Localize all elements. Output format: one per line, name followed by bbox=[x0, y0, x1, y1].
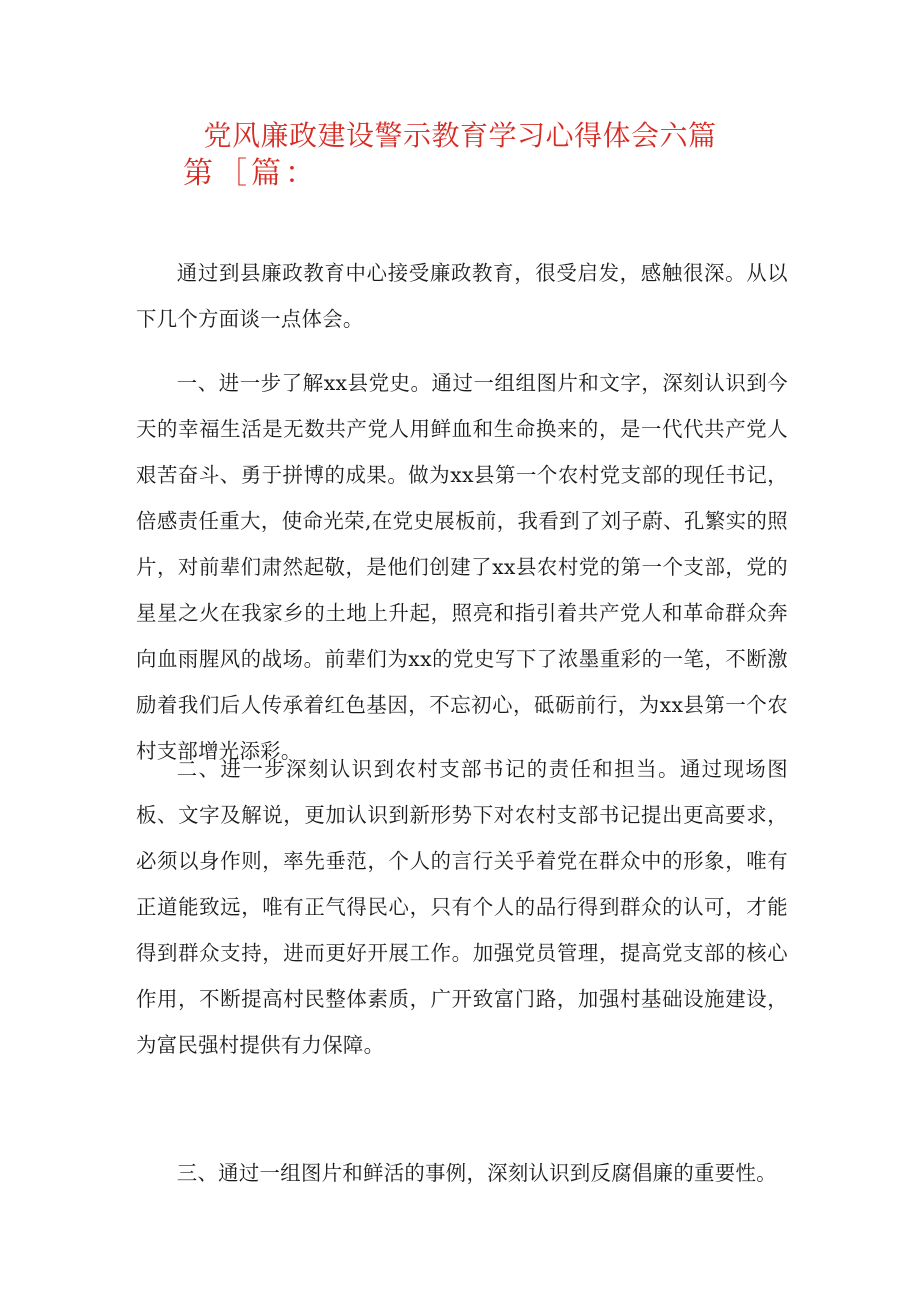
paragraph-intro: 通过到县廉政教育中心接受廉政教育，很受启发，感触很深。从以下几个方面谈一点体会。 bbox=[136, 261, 788, 331]
section-heading: 第［篇： bbox=[183, 156, 319, 191]
paragraph-point-one: 一、进一步了解xx县党史。通过一组组图片和文字，深刻认识到今天的幸福生活是无数共产党人用鲜血和生命换来的，是一代代共产党人艰苦奋斗、勇于拼博的成果。做为xx县第一个农村党支部的现任书记，倍感责任重大，使命光荣,在党史展板前，我看到了刘子蔚、孔繁实的照片，对前辈们肃然起敬，是他们创建了xx县农村党的第一个支部，党的星星之火在我家乡的土地上升起，照亮和指引着共产党人和革命群众奔向血雨腥风的战场。前辈们为xx的党史写下了浓墨重彩的一笔，不断激励着我们后人传承着红色基因，不忘初心，砥砺前行，为xx县第一个农村支部增光添彩。 bbox=[136, 371, 788, 763]
paragraph-point-two: 二、进一步深刻认识到农村支部书记的责任和担当。通过现场图板、文字及解说，更加认识到新形势下对农村支部书记提出更高要求，必须以身作则，率先垂范，个人的言行关乎着党在群众中的形象，唯有正道能致远，唯有正气得民心，只有个人的品行得到群众的认可，才能得到群众支持，进而更好开展工作。加强党员管理，提高党支部的核心作用，不断提高村民整体素质，广开致富门路，加强村基础设施建设，为富民强村提供有力保障。 bbox=[136, 757, 788, 1057]
paragraph-point-three: 三、通过一组图片和鲜活的事例，深刻认识到反腐倡廉的重要性。 bbox=[176, 1161, 777, 1185]
document-title: 党风廉政建设警示教育学习心得体会六篇 bbox=[203, 119, 717, 152]
